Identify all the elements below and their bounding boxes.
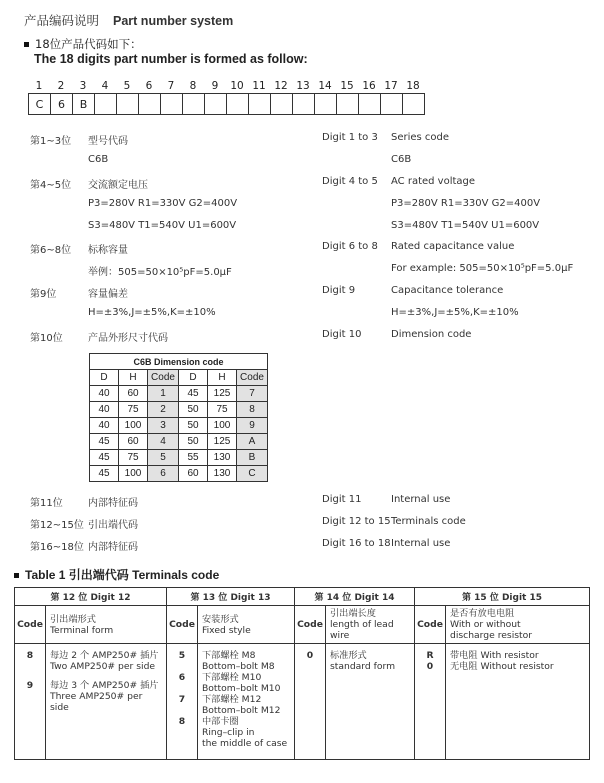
row-en-desc: AC rated voltage [391, 176, 476, 187]
digit-number: 5 [123, 80, 131, 92]
value-line: 下部螺栓 M8 [202, 650, 256, 661]
value-en: Two AMP250# per side [50, 661, 156, 672]
row-label: 第10位 [30, 333, 63, 344]
code-box [336, 94, 358, 114]
code-box [402, 94, 424, 114]
digit-number: 13 [296, 80, 310, 92]
digit-number: 12 [274, 80, 288, 92]
dimension-cell: 40 [90, 418, 119, 434]
digit14-values [326, 644, 415, 760]
row-cn-sub: H=±3%,J=±5%,K=±10% [88, 307, 216, 318]
value-line: Bottom–bolt M12 [202, 705, 281, 716]
header-en: Part number system [113, 14, 234, 28]
row-en: Digit 10 [322, 329, 362, 340]
code-box [248, 94, 270, 114]
code-box: 6 [50, 94, 72, 114]
dimension-cell: 5 [148, 450, 179, 466]
value-en: Three AMP250# per side [50, 691, 143, 713]
desc-en: Terminal form [50, 624, 114, 636]
code-box [292, 94, 314, 114]
row-en: Digit 16 to 18 [322, 538, 391, 549]
code-value: R [426, 650, 434, 661]
dimension-cell: 75 [208, 402, 237, 418]
dimension-cell: 130 [208, 466, 237, 482]
digit13-values [198, 644, 295, 760]
row-en: Digit 11 [322, 494, 362, 505]
code-value: 9 [26, 680, 34, 691]
row-en-sub: P3=280V R1=330V G2=400V [391, 198, 541, 209]
code-header: Code [15, 606, 46, 644]
page-header [24, 11, 233, 29]
desc-en: length of lead wire [330, 619, 394, 641]
digit12-values [46, 644, 167, 760]
row-en-sub: For example: 505=50×10⁵pF=5.0μF [391, 263, 574, 274]
code-header: Code [167, 606, 198, 644]
dimension-row [90, 466, 268, 482]
code-box [116, 94, 138, 114]
digit-number: 1 [35, 80, 43, 92]
row-en: Digit 9 [322, 285, 356, 296]
dimension-cell: 125 [208, 434, 237, 450]
dimension-cell: 7 [237, 386, 268, 402]
dimension-cell: 9 [237, 418, 268, 434]
row-label: 第16~18位 [30, 542, 84, 553]
digit-number: 3 [79, 80, 87, 92]
dimension-cell: 45 [179, 386, 208, 402]
dimension-header-cell: Code [148, 370, 179, 386]
desc-en: Fixed style [202, 624, 251, 636]
row-cn-sub2: S3=480V T1=540V U1=600V [88, 220, 237, 231]
digit-number: 10 [230, 80, 244, 92]
value-line: 下部螺栓 M10 [202, 672, 262, 683]
value-en: standard form [330, 661, 396, 672]
dimension-row [90, 402, 268, 418]
row-cn: 型号代码 [88, 136, 128, 147]
dimension-header-cell: D [90, 370, 119, 386]
row-en-sub: H=±3%,J=±5%,K=±10% [391, 307, 519, 318]
value-line: 下部螺栓 M12 [202, 694, 262, 705]
dimension-cell: 60 [119, 386, 148, 402]
row-cn: 内部特征码 [88, 498, 138, 509]
intro-cn: 18位产品代码如下： [35, 37, 142, 51]
value-line: the middle of case [202, 738, 288, 749]
row-label: 第4~5位 [30, 180, 72, 191]
row-en-sub: C6B [391, 154, 412, 165]
value-cn: 每边 3 个 AMP250# 插片 [50, 680, 159, 691]
row-en: Digit 6 to 8 [322, 241, 378, 252]
value-cn: 每边 2 个 AMP250# 插片 [50, 650, 159, 661]
row-en-desc: Terminals code [391, 516, 466, 527]
dimension-cell: 75 [119, 402, 148, 418]
dimension-cell: 8 [237, 402, 268, 418]
row-en-desc: Dimension code [391, 329, 472, 340]
dimension-cell: 45 [90, 466, 119, 482]
intro-en: The 18 digits part number is formed as follow: [34, 52, 308, 66]
row-label: 第11位 [30, 498, 63, 509]
dimension-cell: B [237, 450, 268, 466]
dimension-table-title: C6B Dimension code [90, 354, 268, 370]
dimension-header-cell: H [119, 370, 148, 386]
digit12-header: 第 12 位 Digit 12 [15, 588, 167, 606]
value-line: 中部卡圈 [202, 716, 239, 727]
dimension-cell: 4 [148, 434, 179, 450]
desc-cn: 是否有放电电阻 [450, 608, 515, 619]
dimension-cell: 50 [179, 434, 208, 450]
header-cn: 产品编码说明 [24, 13, 100, 28]
dimension-cell: 75 [119, 450, 148, 466]
dimension-cell: 45 [90, 450, 119, 466]
digit-number: 7 [167, 80, 175, 92]
digit14-header: 第 14 位 Digit 14 [295, 588, 415, 606]
digit15-header: 第 15 位 Digit 15 [415, 588, 590, 606]
dimension-cell: 100 [208, 418, 237, 434]
value-line: Bottom–bolt M8 [202, 661, 275, 672]
code-box [138, 94, 160, 114]
code-boxes [28, 93, 425, 115]
dimension-cell: 60 [119, 434, 148, 450]
code-value: 0 [306, 650, 314, 661]
dimension-cell: 3 [148, 418, 179, 434]
terminals-table [14, 587, 590, 760]
bullet-icon [24, 42, 29, 47]
code-box [358, 94, 380, 114]
dimension-cell: 1 [148, 386, 179, 402]
desc-en: With or without [450, 619, 521, 630]
code-box: C [35, 97, 44, 111]
bullet-icon [14, 573, 19, 578]
row-cn: 引出端代码 [88, 520, 138, 531]
dimension-table [89, 353, 268, 482]
dimension-cell: 45 [90, 434, 119, 450]
code-value: 5 [178, 650, 186, 661]
dimension-cell: 130 [208, 450, 237, 466]
dimension-row [90, 434, 268, 450]
dimension-cell: 55 [179, 450, 208, 466]
code-box [314, 94, 336, 114]
code-header: Code [295, 606, 326, 644]
code-value: 8 [178, 716, 186, 727]
desc-cn: 安装形式 [202, 613, 239, 625]
row-en: Digit 4 to 5 [322, 176, 378, 187]
digit-number: 8 [189, 80, 197, 92]
digit13-codes [167, 644, 198, 760]
row-en-desc: Internal use [391, 538, 451, 549]
code-box [226, 94, 248, 114]
digit15-codes [415, 644, 446, 760]
dimension-row [90, 418, 268, 434]
digit-number: 17 [384, 80, 398, 92]
row-label: 第6~8位 [30, 245, 72, 256]
digit13-header: 第 13 位 Digit 13 [167, 588, 295, 606]
digit-number: 15 [340, 80, 354, 92]
dimension-cell: C [237, 466, 268, 482]
code-box [204, 94, 226, 114]
dimension-cell: 50 [179, 418, 208, 434]
dimension-cell: 60 [179, 466, 208, 482]
dimension-cell: 6 [148, 466, 179, 482]
row-en: Digit 12 to 15 [322, 516, 391, 527]
code-box [380, 94, 402, 114]
digit-number: 9 [211, 80, 219, 92]
row-label: 第1~3位 [30, 136, 72, 147]
dimension-cell: A [237, 434, 268, 450]
dimension-cell: 100 [119, 466, 148, 482]
row-label: 第12~15位 [30, 520, 84, 531]
digit-number: 18 [406, 80, 420, 92]
code-box [94, 94, 116, 114]
value-line: Bottom–bolt M10 [202, 683, 281, 694]
digit15-desc [446, 606, 590, 644]
value-cn: 标准形式 [330, 650, 367, 661]
row-en: Digit 1 to 3 [322, 132, 378, 143]
row-label: 第9位 [30, 289, 57, 300]
dimension-cell: 125 [208, 386, 237, 402]
digit12-codes [15, 644, 46, 760]
code-value: 7 [178, 694, 186, 705]
code-value: 6 [178, 672, 186, 683]
row-cn-sub: P3=280V R1=330V G2=400V [88, 198, 238, 209]
row-cn: 内部特征码 [88, 542, 138, 553]
digit12-desc [46, 606, 167, 644]
dimension-row [90, 450, 268, 466]
digit13-desc [198, 606, 295, 644]
digit15-values [446, 644, 590, 760]
code-box [182, 94, 204, 114]
table1-title: Table 1 引出端代码 Terminals code [25, 568, 220, 582]
dimension-cell: 50 [179, 402, 208, 418]
desc-cn: 引出端长度 [330, 608, 376, 619]
code-header: Code [415, 606, 446, 644]
row-en-desc: Series code [391, 132, 450, 143]
desc-cn: 引出端形式 [50, 613, 96, 625]
digit-number: 2 [57, 80, 65, 92]
dimension-cell: 40 [90, 402, 119, 418]
value-line: 无电阻 Without resistor [450, 661, 554, 672]
digit14-desc [326, 606, 415, 644]
dimension-header-cell: D [179, 370, 208, 386]
dimension-cell: 40 [90, 386, 119, 402]
row-cn-sub: C6B [88, 154, 109, 165]
dimension-cell: 2 [148, 402, 179, 418]
code-box [160, 94, 182, 114]
code-box: B [72, 94, 94, 114]
value-line: Ring–clip in [202, 727, 255, 738]
dimension-cell: 100 [119, 418, 148, 434]
row-en-desc: Internal use [391, 494, 451, 505]
code-box [270, 94, 292, 114]
digit-number: 6 [145, 80, 153, 92]
intro-cn-line [24, 36, 142, 52]
row-en-desc: Capacitance tolerance [391, 285, 504, 296]
row-en-desc: Rated capacitance value [391, 241, 515, 252]
desc-en: discharge resistor [450, 630, 533, 641]
dimension-header-cell: Code [237, 370, 268, 386]
digit-number: 16 [362, 80, 376, 92]
code-value: 0 [426, 661, 434, 672]
dimension-header-cell: H [208, 370, 237, 386]
row-cn: 容量偏差 [88, 289, 128, 300]
value-line: 带电阻 With resistor [450, 650, 539, 661]
row-en-sub2: S3=480V T1=540V U1=600V [391, 220, 540, 231]
row-cn: 产品外形尺寸代码 [88, 333, 168, 344]
dimension-row [90, 386, 268, 402]
digit-number: 14 [318, 80, 332, 92]
digit14-codes [295, 644, 326, 760]
row-cn: 交流额定电压 [88, 180, 148, 191]
code-value: 8 [26, 650, 34, 661]
row-cn: 标称容量 [88, 245, 128, 256]
row-cn-sub: 举例：505=50×10⁵pF=5.0μF [88, 267, 232, 278]
digit-number: 11 [252, 80, 266, 92]
table1-heading [14, 566, 219, 583]
digit-number: 4 [101, 80, 109, 92]
